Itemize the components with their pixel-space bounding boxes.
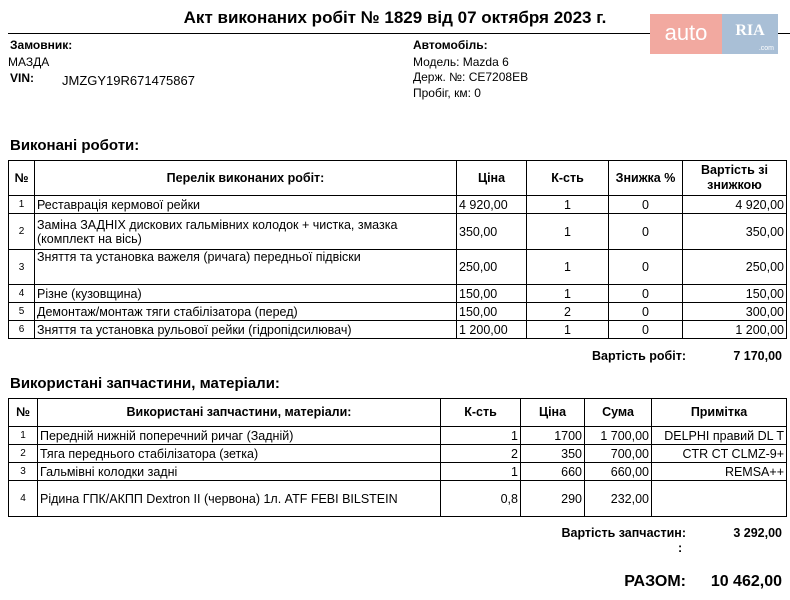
work-price: 1 200,00 [457,321,527,339]
col-part-name: Використані запчастини, матеріали: [38,399,441,427]
car-label: Автомобіль: [413,38,488,52]
col-price: Ціна [521,399,585,427]
col-qty: К-сть [527,161,609,196]
work-qty: 1 [527,196,609,214]
work-name: Заміна ЗАДНІХ дискових гальмівних колодок + чистка, змазка (комплект на вісь) [35,214,457,250]
part-sum: 660,00 [585,463,652,481]
works-total-value: 7 170,00 [733,349,782,363]
works-table [8,160,787,339]
part-note [652,481,787,517]
part-price: 660 [521,463,585,481]
work-qty: 2 [527,303,609,321]
car-plate: Держ. №: CE7208EB [413,70,529,84]
work-price: 350,00 [457,214,527,250]
part-name: Тяга переднього стабілізатора (зетка) [38,445,441,463]
work-discount: 0 [609,196,683,214]
work-name: Демонтаж/монтаж тяги стабілізатора (перед) [35,303,457,321]
col-discounted-sum: Вартість зі знижкою [683,161,787,196]
part-price: 290 [521,481,585,517]
table-row [9,481,787,517]
col-price: Ціна [457,161,527,196]
work-qty: 1 [527,214,609,250]
work-sum: 350,00 [683,214,787,250]
row-number: 6 [9,321,35,339]
table-row [9,427,787,445]
logo-ria-text: RIA [735,22,765,39]
part-price: 350 [521,445,585,463]
car-mileage: Пробіг, км: 0 [413,86,481,100]
row-number: 3 [9,463,38,481]
work-discount: 0 [609,250,683,285]
logo-domain: .com [758,45,774,52]
part-name: Гальмівні колодки задні [38,463,441,481]
col-note: Примітка [652,399,787,427]
col-number: № [9,399,38,427]
grand-total-value: 10 462,00 [710,573,782,590]
row-number: 4 [9,481,38,517]
customer-name: МАЗДА [8,55,50,69]
work-name: Зняття та установка рульової рейки (гідропідсилювач) [35,321,457,339]
parts-header-row [9,399,787,427]
part-note: CTR CT CLMZ-9+ [652,445,787,463]
works-total-label: Вартість робіт: [591,349,686,363]
car-model: Модель: Mazda 6 [413,55,509,69]
grand-total-label: РАЗОМ: [624,573,686,590]
parts-total-colon: : [678,541,683,555]
work-name: Реставрація кермової рейки [35,196,457,214]
col-discount: Знижка % [609,161,683,196]
work-price: 150,00 [457,303,527,321]
part-note: DELPHI правий DL T [652,427,787,445]
row-number: 5 [9,303,35,321]
part-qty: 1 [441,463,521,481]
col-sum: Сума [585,399,652,427]
work-qty: 1 [527,285,609,303]
work-qty: 1 [527,250,609,285]
work-price: 4 920,00 [457,196,527,214]
col-qty: К-сть [441,399,521,427]
part-qty: 1 [441,427,521,445]
parts-table [8,398,787,517]
table-row [9,285,787,303]
table-row [9,250,787,285]
part-price: 1700 [521,427,585,445]
vin-label: VIN: [10,71,34,85]
vin-value: JMZGY19R671475867 [62,73,195,88]
work-sum: 300,00 [683,303,787,321]
work-price: 150,00 [457,285,527,303]
document-title: Акт виконаних робіт № 1829 від 07 октября 2023 г. [183,8,607,27]
row-number: 2 [9,445,38,463]
part-sum: 700,00 [585,445,652,463]
work-name: Зняття та установка важеля (ричага) передньої підвіски [35,250,457,285]
table-row [9,445,787,463]
part-qty: 2 [441,445,521,463]
col-number: № [9,161,35,196]
table-row [9,321,787,339]
logo-auto-part: auto [650,14,722,54]
work-name: Різне (кузовщина) [35,285,457,303]
work-sum: 4 920,00 [683,196,787,214]
work-discount: 0 [609,303,683,321]
logo-ria-part [722,14,778,54]
parts-total-value: 3 292,00 [733,526,782,540]
part-name: Передній нижній поперечний ричаг (Задній) [38,427,441,445]
part-name: Рідина ГПК/АКПП Dextron II (червона) 1л. ATF FEBI BILSTEIN [38,481,441,517]
row-number: 1 [9,196,35,214]
work-sum: 250,00 [683,250,787,285]
col-work-name: Перелік виконаних робіт: [35,161,457,196]
part-note: REMSA++ [652,463,787,481]
work-discount: 0 [609,321,683,339]
row-number: 4 [9,285,35,303]
work-discount: 0 [609,285,683,303]
part-sum: 1 700,00 [585,427,652,445]
parts-heading: Використані запчастини, матеріали: [10,375,280,392]
row-number: 1 [9,427,38,445]
work-price: 250,00 [457,250,527,285]
work-qty: 1 [527,321,609,339]
work-sum: 150,00 [683,285,787,303]
customer-label: Замовник: [10,38,73,52]
part-sum: 232,00 [585,481,652,517]
row-number: 3 [9,250,35,285]
works-heading: Виконані роботи: [10,137,140,154]
part-qty: 0,8 [441,481,521,517]
table-row [9,463,787,481]
table-row [9,214,787,250]
work-sum: 1 200,00 [683,321,787,339]
table-row [9,303,787,321]
works-header-row [9,161,787,196]
row-number: 2 [9,214,35,250]
parts-total-label: Вартість запчастин: [561,526,686,540]
table-row [9,196,787,214]
autoria-logo [650,14,778,54]
work-discount: 0 [609,214,683,250]
